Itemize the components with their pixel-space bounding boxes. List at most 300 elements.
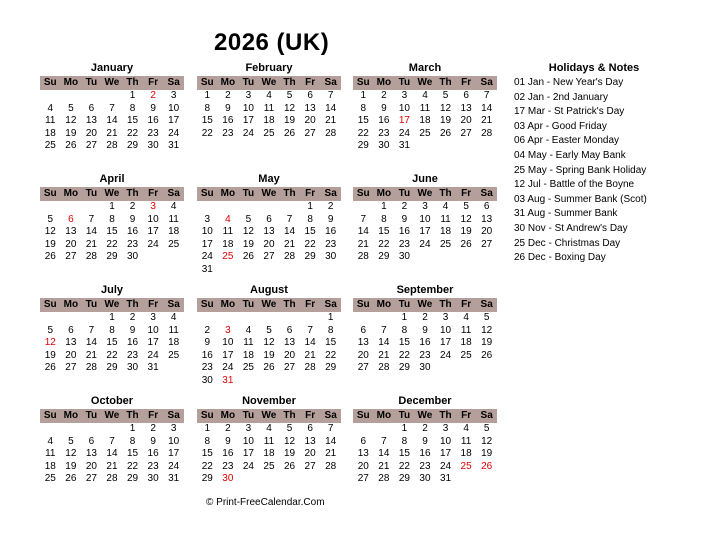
day-cell: 14 — [357, 226, 369, 237]
day-cell: 23 — [378, 127, 390, 139]
day-cell: 28 — [85, 251, 97, 262]
month-name: November — [242, 395, 296, 407]
day-cell: 1 — [401, 423, 408, 434]
weekday-label: Su — [200, 77, 214, 88]
day-cell: 21 — [283, 238, 296, 250]
day-cell: 30 — [378, 140, 390, 151]
day-cell: 16 — [419, 337, 431, 348]
month-name: October — [90, 395, 134, 407]
day-cell: 13 — [357, 448, 369, 459]
weekday-label: Mo — [63, 77, 79, 88]
month-name: April — [99, 173, 125, 185]
day-cell: 24 — [439, 460, 452, 472]
day-cell: 16 — [419, 448, 431, 459]
day-cell: 23 — [222, 460, 234, 472]
day-cell: 19 — [481, 448, 493, 459]
empty-day-cell — [40, 312, 61, 325]
note-item: 25 Dec - Christmas Day — [514, 237, 621, 249]
day-cell: 6 — [68, 213, 74, 225]
empty-day-cell — [61, 312, 82, 325]
day-cell: 8 — [129, 435, 136, 447]
day-cell: 15 — [398, 448, 410, 459]
day-cell: 23 — [201, 362, 213, 373]
day-cell: 23 — [147, 127, 159, 139]
day-cell: 10 — [242, 102, 254, 114]
day-cell: 5 — [266, 324, 272, 336]
day-cell: 6 — [463, 90, 469, 101]
day-cell: 20 — [357, 349, 369, 361]
day-cell: 26 — [65, 473, 77, 484]
day-cell: 30 — [126, 251, 139, 262]
day-cell: 4 — [422, 90, 428, 101]
empty-day-cell — [353, 423, 374, 436]
day-cell: 18 — [460, 448, 472, 459]
day-cell: 21 — [481, 115, 493, 126]
day-cell: 18 — [222, 238, 234, 250]
empty-day-cell — [40, 90, 61, 103]
day-cell: 9 — [150, 102, 156, 114]
day-cell: 21 — [85, 349, 97, 361]
empty-day-cell — [300, 312, 321, 325]
weekday-label: Th — [126, 410, 139, 421]
day-cell: 29 — [378, 251, 390, 262]
day-cell: 17 — [168, 115, 180, 126]
weekday-header — [40, 76, 184, 90]
note-item: 06 Apr - Easter Monday — [514, 135, 620, 147]
weekday-label: Mo — [63, 410, 79, 421]
day-cell: 14 — [85, 226, 97, 237]
weekday-label: Mo — [376, 77, 392, 88]
note-item: 03 Aug - Summer Bank (Scot) — [514, 193, 647, 205]
weekday-label: Th — [439, 299, 452, 310]
day-cell: 30 — [201, 374, 213, 386]
month-may — [197, 172, 341, 276]
day-cell: 20 — [357, 460, 369, 472]
day-cell: 20 — [65, 238, 77, 250]
day-cell: 9 — [204, 337, 211, 348]
day-cell: 3 — [442, 312, 449, 323]
weekday-label: Fr — [461, 188, 472, 199]
day-cell: 10 — [439, 435, 452, 447]
weekday-label: Sa — [167, 410, 180, 421]
day-cell: 7 — [109, 435, 115, 447]
day-cell: 3 — [225, 324, 231, 336]
day-cell: 21 — [325, 448, 337, 459]
weekday-label: Mo — [220, 188, 236, 199]
day-cell: 20 — [304, 448, 316, 459]
weekday-label: Su — [356, 299, 370, 310]
day-cell: 2 — [129, 201, 136, 212]
month-name: February — [245, 62, 293, 74]
weekday-label: Fr — [305, 410, 316, 421]
day-cell: 9 — [150, 435, 156, 447]
day-cell: 28 — [378, 362, 390, 373]
day-cell: 25 — [460, 460, 472, 472]
month-august — [197, 283, 341, 387]
month-name: July — [100, 284, 123, 296]
day-cell: 25 — [263, 460, 275, 472]
weekday-label: Th — [126, 77, 139, 88]
day-cell: 24 — [201, 251, 213, 262]
weekday-header — [353, 187, 497, 201]
day-cell: 20 — [481, 226, 493, 237]
day-cell: 5 — [442, 90, 449, 101]
day-cell: 6 — [88, 102, 95, 114]
day-cell: 22 — [398, 460, 410, 472]
notes-list — [514, 76, 712, 266]
day-cell: 12 — [283, 435, 296, 447]
day-cell: 29 — [325, 362, 337, 373]
day-cell: 17 — [398, 115, 410, 126]
weekday-label: Sa — [167, 299, 180, 310]
day-cell: 16 — [147, 115, 159, 126]
weekday-label: Fr — [148, 299, 159, 310]
weekday-label: Th — [439, 188, 452, 199]
day-cell: 23 — [419, 460, 431, 472]
weekday-label: Su — [43, 299, 57, 310]
day-cell: 1 — [204, 423, 211, 434]
day-cell: 23 — [398, 238, 410, 250]
day-cell: 30 — [398, 251, 410, 262]
day-cell: 23 — [126, 349, 139, 361]
day-cell: 29 — [398, 473, 410, 484]
day-cell: 21 — [378, 349, 390, 361]
day-cell: 6 — [68, 324, 74, 336]
day-cell: 20 — [304, 115, 316, 126]
day-cell: 4 — [170, 201, 177, 212]
day-cell: 5 — [68, 435, 74, 447]
day-cell: 22 — [126, 127, 139, 139]
day-cell: 19 — [283, 115, 296, 126]
days-grid — [197, 90, 341, 140]
weekday-header — [40, 298, 184, 312]
day-cell: 20 — [283, 349, 296, 361]
day-cell: 2 — [381, 90, 387, 101]
note-item: 12 Jul - Battle of the Boyne — [514, 179, 635, 191]
day-cell: 22 — [106, 238, 118, 250]
day-cell: 25 — [222, 251, 234, 262]
day-cell: 14 — [325, 102, 337, 114]
empty-day-cell — [279, 312, 300, 325]
day-cell: 26 — [65, 140, 77, 151]
day-cell: 6 — [266, 213, 272, 225]
day-cell: 28 — [378, 473, 390, 484]
month-july — [40, 283, 184, 375]
day-cell: 7 — [360, 213, 367, 225]
day-cell: 13 — [85, 448, 97, 459]
day-cell: 12 — [460, 213, 472, 225]
day-cell: 19 — [283, 448, 296, 459]
day-cell: 29 — [304, 251, 316, 262]
day-cell: 23 — [126, 238, 139, 250]
day-cell: 13 — [85, 115, 97, 126]
day-cell: 22 — [304, 238, 316, 250]
day-cell: 14 — [378, 448, 390, 459]
day-cell: 12 — [242, 226, 254, 237]
weekday-label: Sa — [167, 188, 180, 199]
day-cell: 1 — [381, 201, 387, 212]
weekday-label: Tu — [398, 188, 411, 199]
day-cell: 19 — [242, 238, 254, 250]
day-cell: 11 — [168, 213, 179, 225]
day-cell: 10 — [168, 102, 180, 114]
day-cell: 16 — [222, 115, 234, 126]
day-cell: 22 — [106, 349, 118, 361]
day-cell: 25 — [419, 127, 431, 139]
day-cell: 27 — [357, 362, 369, 373]
day-cell: 19 — [65, 127, 77, 139]
day-cell: 7 — [483, 90, 490, 101]
day-cell: 1 — [129, 90, 136, 101]
day-cell: 27 — [85, 473, 97, 484]
day-cell: 6 — [360, 435, 367, 447]
day-cell: 1 — [109, 312, 115, 323]
weekday-label: We — [261, 77, 277, 88]
day-cell: 8 — [109, 324, 115, 336]
day-cell: 30 — [147, 473, 159, 484]
day-cell: 8 — [327, 324, 334, 336]
day-cell: 21 — [325, 115, 337, 126]
month-name: January — [90, 62, 134, 74]
weekday-header — [353, 76, 497, 90]
day-cell: 26 — [44, 362, 56, 373]
note-item: 03 Apr - Good Friday — [514, 120, 607, 132]
day-cell: 24 — [168, 127, 180, 139]
weekday-label: Sa — [324, 299, 337, 310]
empty-day-cell — [81, 90, 102, 103]
day-cell: 20 — [263, 238, 275, 250]
note-item: 25 May - Spring Bank Holiday — [514, 164, 647, 176]
day-cell: 25 — [44, 473, 56, 484]
day-cell: 30 — [222, 473, 234, 484]
weekday-header — [197, 187, 341, 201]
day-cell: 10 — [147, 324, 159, 336]
weekday-label: Fr — [148, 188, 159, 199]
day-cell: 29 — [106, 251, 118, 262]
weekday-label: Su — [43, 188, 57, 199]
day-cell: 15 — [378, 226, 390, 237]
month-name: June — [412, 173, 438, 185]
day-cell: 24 — [147, 349, 159, 361]
empty-day-cell — [81, 201, 102, 214]
day-cell: 31 — [222, 374, 234, 386]
weekday-label: Fr — [148, 410, 159, 421]
day-cell: 27 — [263, 251, 275, 262]
day-cell: 31 — [168, 473, 180, 484]
day-cell: 26 — [263, 362, 275, 373]
day-cell: 31 — [201, 263, 213, 275]
day-cell: 29 — [126, 473, 139, 484]
day-cell: 21 — [357, 238, 369, 250]
month-september — [353, 283, 497, 375]
weekday-label: Fr — [305, 188, 316, 199]
day-cell: 25 — [439, 238, 452, 250]
day-cell: 17 — [242, 448, 254, 459]
day-cell: 23 — [222, 127, 234, 139]
day-cell: 10 — [398, 102, 410, 114]
day-cell: 29 — [357, 140, 369, 151]
weekday-label: Tu — [85, 77, 98, 88]
weekday-label: Mo — [63, 188, 79, 199]
day-cell: 9 — [129, 324, 136, 336]
days-grid — [353, 201, 497, 264]
day-cell: 6 — [483, 201, 490, 212]
day-cell: 11 — [419, 102, 431, 114]
day-cell: 15 — [398, 337, 410, 348]
weekday-label: Tu — [398, 77, 411, 88]
day-cell: 10 — [147, 213, 159, 225]
day-cell: 3 — [204, 213, 211, 225]
day-cell: 8 — [129, 102, 136, 114]
day-cell: 29 — [201, 473, 213, 484]
weekday-label: Tu — [242, 299, 255, 310]
day-cell: 26 — [481, 460, 493, 472]
day-cell: 8 — [360, 102, 367, 114]
weekday-label: Sa — [324, 410, 337, 421]
day-cell: 18 — [460, 337, 472, 348]
day-cell: 2 — [401, 201, 408, 212]
weekday-header — [40, 187, 184, 201]
day-cell: 1 — [307, 201, 313, 212]
day-cell: 12 — [481, 324, 493, 336]
weekday-label: Tu — [242, 410, 255, 421]
day-cell: 19 — [263, 349, 275, 361]
day-cell: 15 — [325, 337, 337, 348]
month-november — [197, 394, 341, 486]
day-cell: 11 — [263, 102, 275, 114]
day-cell: 16 — [147, 448, 159, 459]
weekday-label: Su — [200, 299, 214, 310]
weekday-label: Fr — [148, 77, 159, 88]
day-cell: 6 — [360, 324, 367, 336]
weekday-label: Tu — [242, 188, 255, 199]
day-cell: 15 — [201, 115, 213, 126]
day-cell: 31 — [147, 362, 159, 373]
day-cell: 2 — [150, 423, 156, 434]
month-name: December — [398, 395, 452, 407]
weekday-label: Tu — [398, 410, 411, 421]
holidays-notes-panel — [514, 61, 712, 266]
day-cell: 8 — [204, 435, 211, 447]
empty-day-cell — [218, 201, 239, 214]
day-cell: 11 — [263, 435, 275, 447]
day-cell: 2 — [225, 423, 231, 434]
weekday-label: Mo — [220, 410, 236, 421]
day-cell: 19 — [439, 115, 452, 126]
empty-day-cell — [374, 423, 395, 436]
day-cell: 3 — [170, 423, 177, 434]
day-cell: 30 — [419, 362, 431, 373]
day-cell: 24 — [242, 460, 254, 472]
weekday-label: Th — [283, 188, 296, 199]
footer-credit: © Print-FreeCalendar.Com — [206, 497, 325, 508]
weekday-label: Fr — [461, 299, 472, 310]
day-cell: 23 — [419, 349, 431, 361]
day-cell: 2 — [129, 312, 136, 323]
day-cell: 7 — [327, 90, 334, 101]
weekday-label: Th — [283, 77, 296, 88]
day-cell: 5 — [463, 201, 469, 212]
day-cell: 22 — [201, 460, 213, 472]
weekday-label: We — [104, 410, 120, 421]
day-cell: 27 — [481, 238, 493, 250]
weekday-header — [353, 298, 497, 312]
weekday-label: Su — [200, 188, 214, 199]
empty-day-cell — [259, 201, 280, 214]
day-cell: 14 — [85, 337, 97, 348]
day-cell: 5 — [47, 324, 54, 336]
day-cell: 28 — [304, 362, 316, 373]
day-cell: 1 — [327, 312, 334, 323]
day-cell: 27 — [460, 127, 472, 139]
day-cell: 30 — [147, 140, 159, 151]
day-cell: 24 — [147, 238, 159, 250]
day-cell: 4 — [442, 201, 449, 212]
empty-day-cell — [197, 312, 218, 325]
day-cell: 11 — [440, 213, 451, 225]
day-cell: 31 — [398, 140, 410, 151]
day-cell: 13 — [65, 226, 77, 237]
day-cell: 22 — [201, 127, 213, 139]
day-cell: 22 — [398, 349, 410, 361]
day-cell: 26 — [242, 251, 254, 262]
day-cell: 3 — [401, 90, 408, 101]
day-cell: 14 — [325, 435, 337, 447]
day-cell: 15 — [106, 226, 118, 237]
day-cell: 21 — [106, 460, 118, 472]
day-cell: 6 — [286, 324, 293, 336]
empty-day-cell — [279, 201, 300, 214]
weekday-label: We — [417, 299, 433, 310]
day-cell: 30 — [126, 362, 139, 373]
day-cell: 27 — [65, 251, 77, 262]
day-cell: 27 — [283, 362, 296, 373]
day-cell: 3 — [245, 90, 252, 101]
weekday-label: Tu — [398, 299, 411, 310]
day-cell: 17 — [147, 226, 159, 237]
note-item: 01 Jan - New Year's Day — [514, 77, 624, 88]
day-cell: 13 — [283, 337, 296, 348]
day-cell: 12 — [439, 102, 452, 114]
weekday-label: Th — [283, 410, 296, 421]
day-cell: 10 — [242, 435, 254, 447]
day-cell: 27 — [85, 140, 97, 151]
day-cell: 13 — [304, 102, 316, 114]
day-cell: 21 — [85, 238, 97, 250]
day-cell: 29 — [398, 362, 410, 373]
day-cell: 3 — [422, 201, 428, 212]
day-cell: 28 — [283, 251, 296, 262]
day-cell: 14 — [106, 448, 118, 459]
day-cell: 7 — [381, 324, 387, 336]
weekday-label: We — [261, 410, 277, 421]
day-cell: 12 — [65, 115, 77, 126]
month-december — [353, 394, 497, 486]
day-cell: 10 — [439, 324, 452, 336]
day-cell: 13 — [263, 226, 275, 237]
day-cell: 18 — [439, 226, 452, 237]
day-cell: 28 — [357, 251, 369, 262]
day-cell: 30 — [325, 251, 337, 262]
empty-day-cell — [61, 201, 82, 214]
day-cell: 13 — [65, 337, 77, 348]
day-cell: 4 — [170, 312, 177, 323]
weekday-label: Sa — [480, 410, 493, 421]
empty-day-cell — [197, 201, 218, 214]
day-cell: 30 — [419, 473, 431, 484]
empty-day-cell — [61, 423, 82, 436]
empty-day-cell — [61, 90, 82, 103]
